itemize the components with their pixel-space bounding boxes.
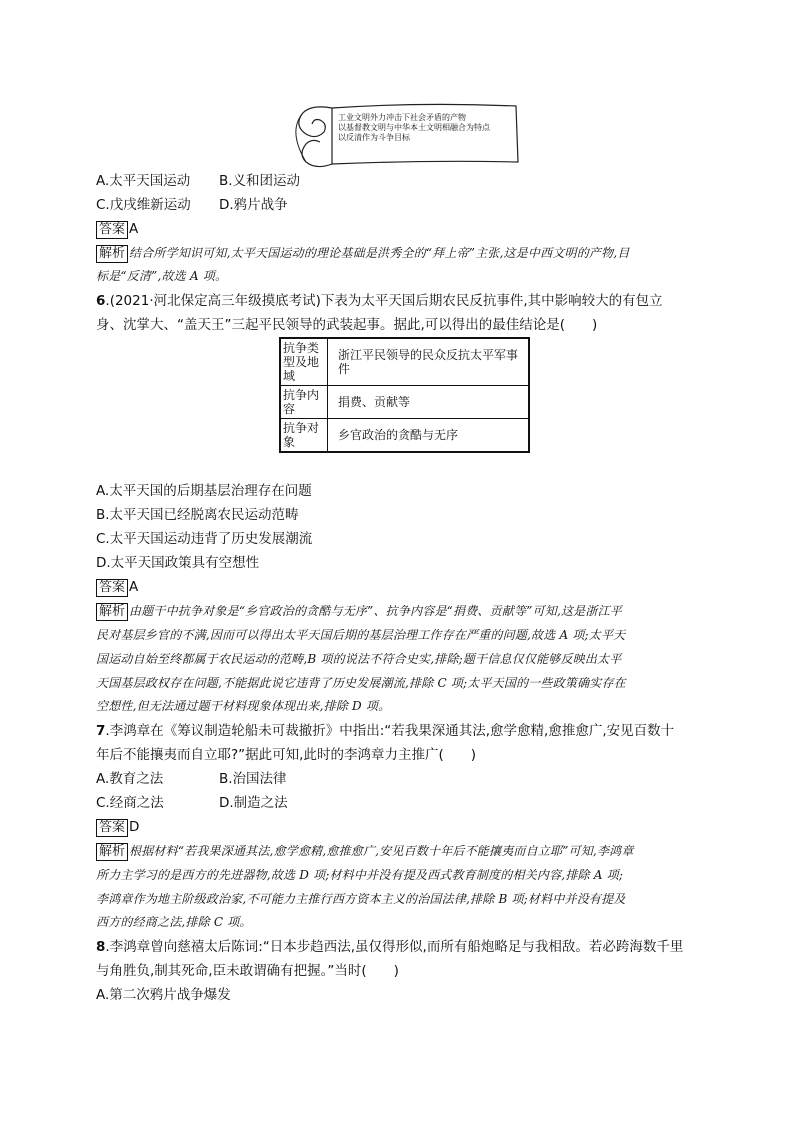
explanation-line: 国运动自始至终都属于农民运动的范畴,B 项的说法不符合史实,排除;题干信息仅仅能够反映出太平 [96, 652, 622, 666]
table-row [280, 419, 529, 453]
q5-option-a: A.太平天国运动 [96, 173, 191, 189]
q6-explanation [96, 602, 622, 621]
scroll-banner [280, 100, 520, 170]
q5-option-c: C.戊戌维新运动 [96, 197, 191, 213]
stem-line: .李鸿章在《筹议制造轮船未可裁撤折》中指出:“若我果深通其法,愈学愈精,愈推愈广,安见百数十 [105, 723, 675, 739]
scroll-text [338, 113, 518, 143]
stem-line: 年后不能攘夷而自立耶?”据此可知,此时的李鸿章力主推广( ) [96, 747, 476, 763]
table-value-cell: 捐费、贡献等 [328, 386, 530, 419]
q6-answer [96, 578, 138, 597]
explanation-line: 空想性,但无法通过题干材料现象体现出来,排除 D 项。 [96, 699, 391, 713]
q7-explanation [96, 842, 634, 861]
scroll-line: 以反清作为斗争目标 [338, 133, 410, 142]
explanation-line: 西方的经商之法,排除 C 项。 [96, 915, 252, 929]
scroll-line: 工业文明外力冲击下社会矛盾的产物 [338, 113, 466, 122]
table-value-cell: 浙江平民领导的民众反抗太平军事件 [328, 338, 530, 386]
explanation-line: 民对基层乡官的不满,因而可以得出太平天国后期的基层治理工作存在严重的问题,故选 A 项;太平天 [96, 628, 626, 642]
q6-option-c: C.太平天国运动违背了历史发展潮流 [96, 531, 313, 547]
question-number: 8 [96, 939, 106, 955]
stem-line: 身、沈掌大、“盖天王”三起平民领导的武装起事。据此,可以得出的最佳结论是( ) [96, 317, 598, 333]
answer-tag: 答案 [96, 221, 128, 239]
explanation-line: 李鸿章作为地主阶级政治家,不可能力主推行西方资本主义的治国法律,排除 B 项;材料中并没有提及 [96, 892, 626, 906]
table-row [280, 338, 529, 386]
q6-option-d: D.太平天国政策具有空想性 [96, 555, 260, 571]
q8-option-a: A.第二次鸦片战争爆发 [96, 987, 231, 1003]
q7-stem [96, 722, 674, 740]
q5-explanation [96, 244, 630, 263]
stem-line: 与角胜负,制其死命,臣未敢谓确有把握。”当时( ) [96, 963, 399, 979]
table-head-cell: 抗争内容 [280, 386, 328, 419]
answer-value: A [129, 579, 139, 595]
q6-stem [96, 292, 663, 310]
question-number: 6 [96, 293, 106, 309]
q7-answer [96, 818, 139, 837]
explanation-line: 标是“反清”,故选 A 项。 [96, 269, 228, 283]
stem-line: .(2021·河北保定高三年级摸底考试)下表为太平天国后期农民反抗事件,其中影响较大的有包立 [105, 293, 663, 309]
table-head-cell: 抗争类型及地域 [280, 338, 328, 386]
q5-option-d: D.鸦片战争 [219, 197, 288, 213]
q6-table [279, 337, 530, 453]
q8-stem [96, 938, 683, 956]
explanation-tag: 解析 [96, 843, 128, 861]
answer-tag: 答案 [96, 579, 128, 597]
q6-option-a: A.太平天国的后期基层治理存在问题 [96, 483, 312, 499]
answer-tag: 答案 [96, 819, 128, 837]
explanation-line: 天国基层政权存在问题,不能据此说它违背了历史发展潮流,排除 C 项;太平天国的一些政策确实存在 [96, 676, 626, 690]
q6-option-b: B.太平天国已经脱离农民运动范畴 [96, 507, 299, 523]
answer-value: A [129, 221, 139, 237]
explanation-line: 结合所学知识可知,太平天国运动的理论基础是洪秀全的“拜上帝”主张,这是中西文明的产物,目 [129, 246, 630, 260]
q7-option-c: C.经商之法 [96, 795, 164, 811]
q5-option-b: B.义和团运动 [219, 173, 301, 189]
table-head-cell: 抗争对象 [280, 419, 328, 453]
stem-line: .李鸿章曾向慈禧太后陈词:“日本步趋西法,虽仅得形似,而所有船炮略足与我相敌。若必跨海数千里 [105, 939, 684, 955]
q7-option-a: A.教育之法 [96, 771, 164, 787]
answer-value: D [129, 819, 140, 835]
explanation-line: 所力主学习的是西方的先进器物,故选 D 项;材料中并没有提及西式教育制度的相关内容,排除 A 项; [96, 868, 624, 882]
explanation-line: 根据材料“若我果深通其法,愈学愈精,愈推愈广,安见百数十年后不能攘夷而自立耶”可知,李鸿章 [129, 844, 634, 858]
q5-answer [96, 220, 138, 239]
explanation-tag: 解析 [96, 603, 128, 621]
q7-option-b: B.治国法律 [219, 771, 287, 787]
explanation-tag: 解析 [96, 245, 128, 263]
table-row [280, 386, 529, 419]
explanation-line: 由题干中抗争对象是“乡官政治的贪酷与无序”、抗争内容是“捐费、贡献等”可知,这是浙江平 [129, 604, 622, 618]
scroll-line: 以基督教文明与中华本土文明相融合为特点 [338, 123, 490, 132]
question-number: 7 [96, 723, 106, 739]
table-value-cell: 乡官政治的贪酷与无序 [328, 419, 530, 453]
q7-option-d: D.制造之法 [219, 795, 288, 811]
